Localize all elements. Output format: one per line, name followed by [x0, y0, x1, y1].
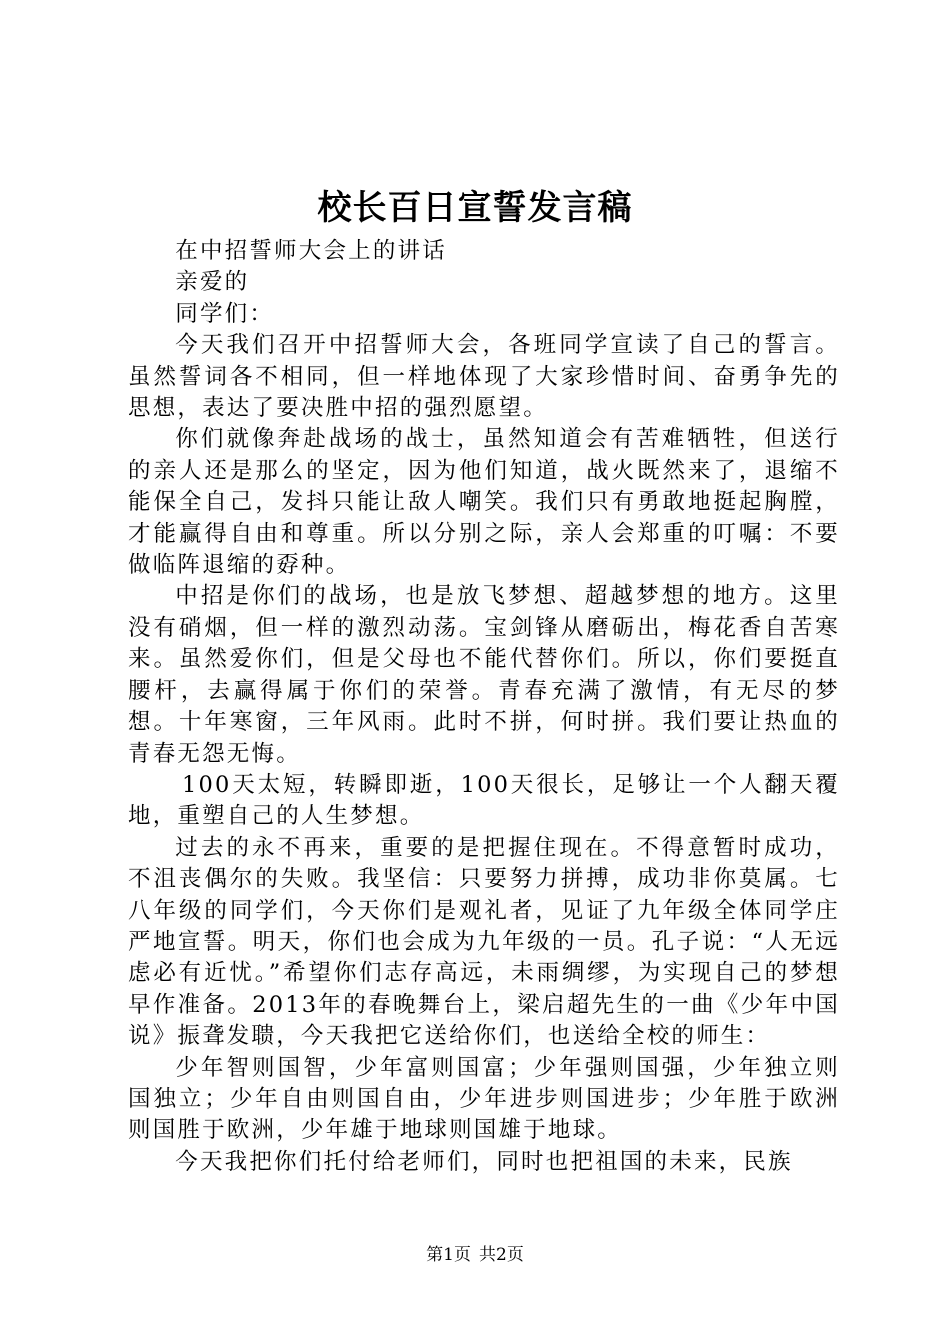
page-total: 共2页	[479, 1245, 524, 1265]
paragraph-salutation: 亲爱的	[175, 269, 250, 296]
paragraph: 过去的永不再来，重要的是把握住现在。不得意暂时成功，不沮丧偶尔的失败。我坚信：只要努力拼搏，成功非你莫属。七八年级的同学们，今天你们是观礼者，见证了九年级全体同学庄严地宣誓。明天，你们也会成为九年级的一员。孔子说：“人无远虑必有近忧。”希望你们志存高远，未雨绸缪，为实现自己的梦想早作准备。2013年的春晚舞台上，梁启超先生的一曲《少年中国说》振聋发聩，今天我把它送给你们，也送给全校的师生：	[128, 834, 840, 1050]
paragraph-salutation-2: 同学们：	[175, 300, 275, 327]
paragraph: 你们就像奔赴战场的战士，虽然知道会有苦难牺牲，但送行的亲人还是那么的坚定，因为他们知道，战火既然来了，退缩不能保全自己，发抖只能让敌人嘲笑。我们只有勇敢地挺起胸膛，才能赢得自由和尊重。所以分别之际，亲人会郑重的叮嘱：不要做临阵退缩的孬种。	[128, 426, 840, 579]
page-number: 第1页	[426, 1245, 471, 1265]
paragraph: 今天我把你们托付给老师们，同时也把祖国的未来，民族	[175, 1148, 793, 1175]
paragraph: 100天太短，转瞬即逝，100天很长，足够让一个人翻天覆地，重塑自己的人生梦想。	[128, 771, 840, 830]
document-body	[128, 236, 840, 1178]
document-title: 校长百日宣誓发言稿	[317, 188, 633, 228]
paragraph: 中招是你们的战场，也是放飞梦想、超越梦想的地方。这里没有硝烟，但一样的激烈动荡。宝剑锋从磨砺出，梅花香自苦寒来。虽然爱你们，但是父母也不能代替你们。所以，你们要挺直腰杆，去赢得属于你们的荣誉。青春充满了激情，有无尽的梦想。十年寒窗，三年风雨。此时不拼，何时拼。我们要让热血的青春无怨无悔。	[128, 583, 840, 767]
paragraph-subtitle: 在中招誓师大会上的讲话	[175, 238, 447, 264]
page-footer	[0, 1244, 950, 1266]
paragraph: 少年智则国智，少年富则国富；少年强则国强，少年独立则国独立；少年自由则国自由，少年进步则国进步；少年胜于欧洲则国胜于欧洲，少年雄于地球则国雄于地球。	[128, 1054, 840, 1144]
paragraph: 今天我们召开中招誓师大会，各班同学宣读了自己的誓言。虽然誓词各不相同，但一样地体现了大家珍惜时间、奋勇争先的思想，表达了要决胜中招的强烈愿望。	[128, 332, 840, 422]
